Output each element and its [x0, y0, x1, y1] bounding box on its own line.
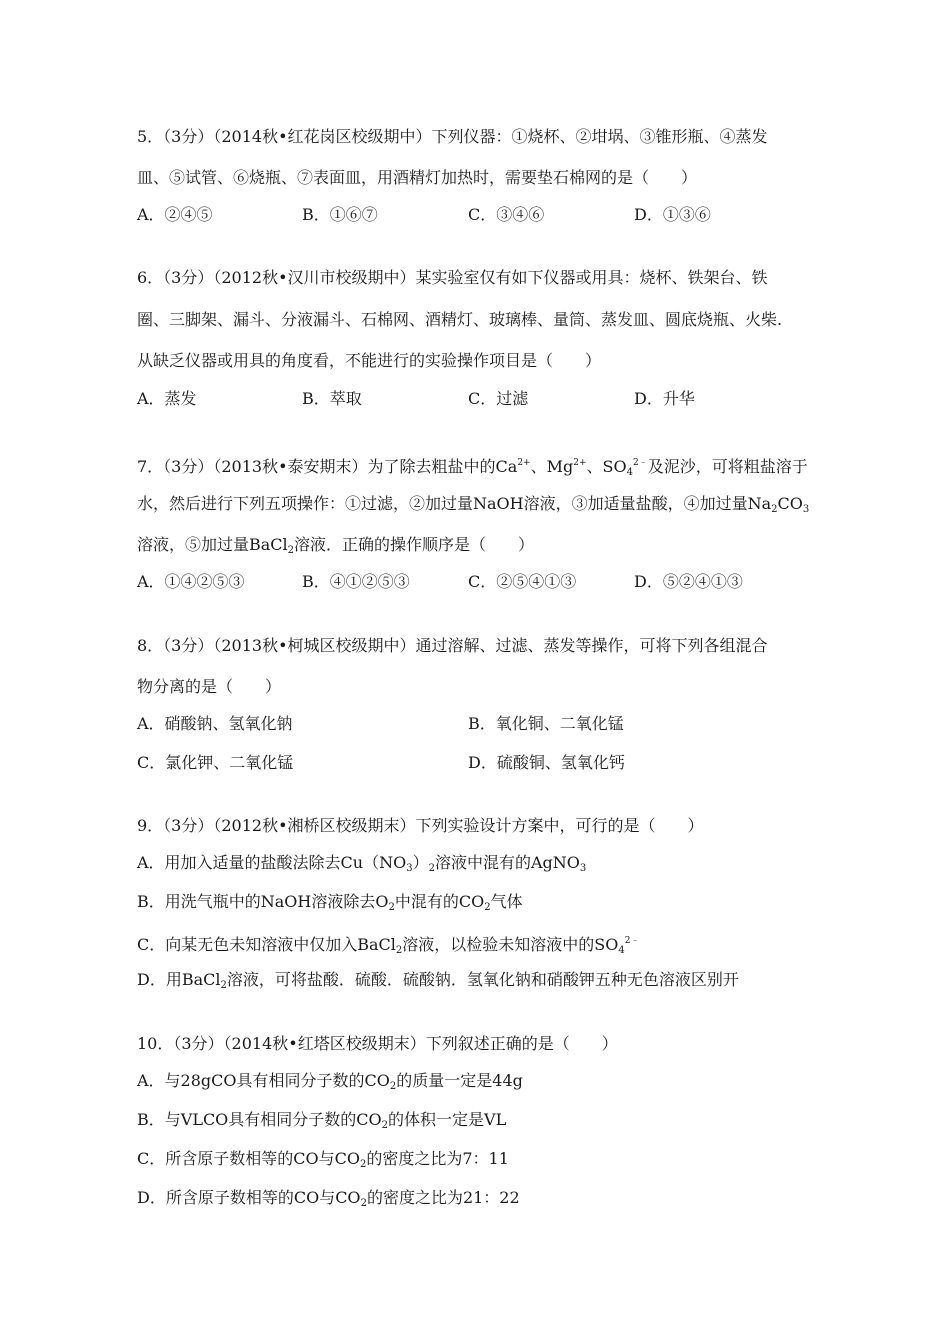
- question-7-option-a: A．①④②⑤③: [137, 572, 245, 591]
- question-10-stem: 10．（3分）（2014秋•红塔区校级期末）下列叙述正确的是（ ）: [137, 1034, 618, 1053]
- question-9-stem: 9．（3分）（2012秋•湘桥区校级期末）下列实验设计方案中，可行的是（ ）: [137, 816, 704, 835]
- question-7-stem-line-1: 7．（3分）（2013秋•泰安期末）为了除去粗盐中的$Ca^{2+}$、$Mg^{2+}$、$SO_4^{2﹣}$及泥沙，可将粗盐溶于: [137, 457, 808, 478]
- question-7-stem-line-2: 水，然后进行下列五项操作：①过滤，②加过量NaOH溶液，③加适量盐酸，④加过量$Na_2CO_3$: [137, 494, 810, 515]
- question-8-stem-line-2: 物分离的是（ ）: [137, 677, 282, 696]
- question-9-option-a: A．用加入适量的盐酸法除去$Cu(NO_3)_2$溶液中混有的AgNO$_3$: [137, 853, 587, 874]
- question-10-option-b: B．与VLCO具有相同分子数的$CO_2$的体积一定是VL: [137, 1110, 507, 1131]
- question-8-option-b: B．氧化铜、二氧化锰: [468, 714, 624, 733]
- question-10-option-c: C．所含原子数相等的CO与$CO_2$的密度之比为7：11: [137, 1149, 509, 1170]
- question-5-stem-line-1: 5．（3分）（2014秋•红花岗区校级期中）下列仪器：①烧杯、②坩埚、③锥形瓶、④蒸发: [137, 127, 768, 146]
- question-6-stem-line-2: 圈、三脚架、漏斗、分液漏斗、石棉网、酒精灯、玻璃棒、量筒、蒸发皿、圆底烧瓶、火柴.: [137, 310, 783, 329]
- question-5-option-c: C．③④⑥: [468, 205, 545, 224]
- question-9-option-c: C．向某无色未知溶液中仅加入BaCl$_2$溶液，以检验未知溶液中的$SO_4^{2﹣}$: [137, 935, 640, 956]
- question-7-option-c: C．②⑤④①③: [468, 572, 577, 591]
- question-6-stem-line-1: 6．（3分）（2012秋•汉川市校级期中）某实验室仅有如下仪器或用具：烧杯、铁架台、铁: [137, 268, 768, 287]
- question-9-option-b: B．用洗气瓶中的NaOH溶液除去$O_2$中混有的$CO_2$气体: [137, 892, 523, 913]
- question-5-stem-line-2: 皿、⑤试管、⑥烧瓶、⑦表面皿，用酒精灯加热时，需要垫石棉网的是（ ）: [137, 168, 698, 187]
- question-10-option-a: A．与28gCO具有相同分子数的$CO_2$的质量一定是44g: [137, 1071, 523, 1092]
- question-6-option-d: D．升华: [634, 389, 695, 408]
- question-8-option-d: D．硫酸铜、氢氧化钙: [468, 753, 625, 772]
- question-6-option-b: B．萃取: [302, 389, 362, 408]
- question-5-option-b: B．①⑥⑦: [302, 205, 378, 224]
- question-9-option-d: D．用BaCl$_2$溶液，可将盐酸．硫酸．硫酸钠．氢氧化钠和硝酸钾五种无色溶液区别开: [137, 970, 739, 991]
- question-8-option-a: A．硝酸钠、氢氧化钠: [137, 714, 293, 733]
- question-7-option-b: B．④①②⑤③: [302, 572, 410, 591]
- question-10-option-d: D．所含原子数相等的CO与$CO_2$的密度之比为21：22: [137, 1188, 520, 1209]
- question-8-stem-line-1: 8．（3分）（2013秋•柯城区校级期中）通过溶解、过滤、蒸发等操作，可将下列各组混合: [137, 636, 768, 655]
- question-7-stem-line-3: 溶液，⑤加过量BaCl$_2$溶液．正确的操作顺序是（ ）: [137, 535, 535, 556]
- question-7-option-d: D．⑤②④①③: [634, 572, 743, 591]
- question-6-option-c: C．过滤: [468, 389, 529, 408]
- question-6-option-a: A．蒸发: [137, 389, 197, 408]
- question-6-stem-line-3: 从缺乏仪器或用具的角度看，不能进行的实验操作项目是（ ）: [137, 351, 602, 370]
- question-5-option-a: A．②④⑤: [137, 205, 213, 224]
- question-5-option-d: D．①③⑥: [634, 205, 711, 224]
- question-8-option-c: C．氯化钾、二氧化锰: [137, 753, 294, 772]
